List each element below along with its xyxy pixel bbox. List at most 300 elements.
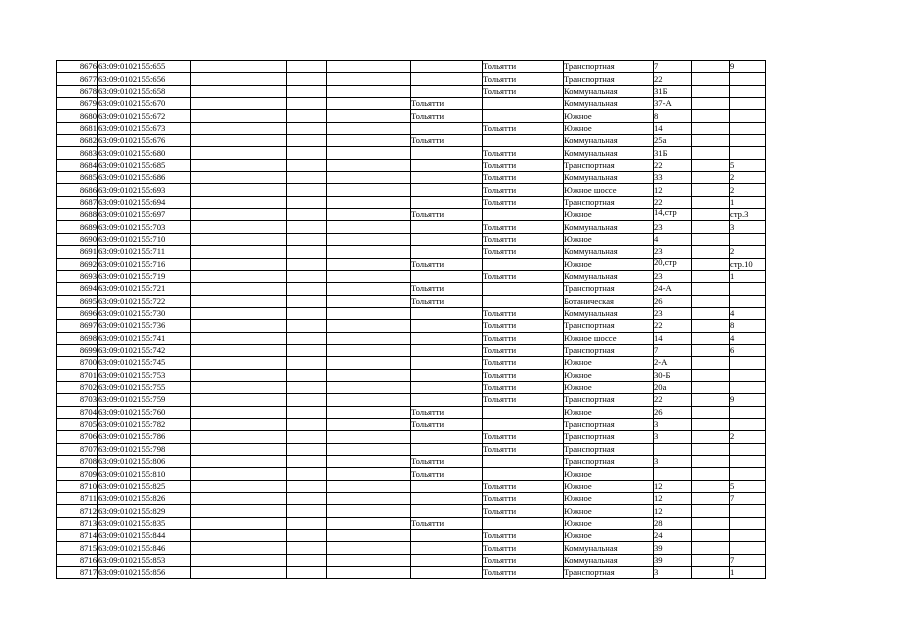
empty-cell	[191, 456, 287, 468]
empty-cell	[191, 357, 287, 369]
house-cell: 30-Б	[654, 369, 692, 381]
cadastral-number: 63:09:0102155:759	[98, 394, 191, 406]
building-cell: 4	[730, 332, 766, 344]
building-cell: 4	[730, 307, 766, 319]
empty-cell	[191, 567, 287, 579]
row-number: 8689	[57, 221, 98, 233]
empty-cell	[287, 456, 327, 468]
empty-cell	[191, 344, 287, 356]
empty-cell	[191, 369, 287, 381]
table-row	[57, 406, 766, 418]
empty-cell	[287, 283, 327, 295]
table-row	[57, 456, 766, 468]
row-number: 8690	[57, 233, 98, 245]
city-cell: Тольятти	[411, 209, 483, 221]
cadastral-number: 63:09:0102155:806	[98, 456, 191, 468]
empty-cell	[327, 542, 411, 554]
street-cell: Южное	[564, 406, 654, 418]
building-cell: 2	[730, 431, 766, 443]
street-cell: Южное	[564, 493, 654, 505]
row-number: 8692	[57, 258, 98, 270]
empty-cell	[692, 381, 730, 393]
row-number: 8683	[57, 147, 98, 159]
empty-cell	[191, 381, 287, 393]
city-cell	[411, 184, 483, 196]
street-cell: Транспортная	[564, 418, 654, 430]
row-number: 8714	[57, 530, 98, 542]
empty-cell	[287, 172, 327, 184]
table-row	[57, 468, 766, 480]
building-cell: 5	[730, 480, 766, 492]
row-number: 8716	[57, 554, 98, 566]
building-cell: 7	[730, 493, 766, 505]
city-cell: Тольятти	[411, 98, 483, 110]
empty-cell	[327, 468, 411, 480]
street-cell: Южное	[564, 110, 654, 122]
building-cell: 5	[730, 159, 766, 171]
row-number: 8691	[57, 246, 98, 258]
house-cell: 12	[654, 493, 692, 505]
building-cell	[730, 357, 766, 369]
city-cell: Тольятти	[411, 456, 483, 468]
empty-cell	[327, 196, 411, 208]
city-cell: Тольятти	[411, 517, 483, 529]
house-cell: 39	[654, 554, 692, 566]
empty-cell	[287, 221, 327, 233]
city-cell: Тольятти	[483, 505, 564, 517]
empty-cell	[191, 394, 287, 406]
table-row	[57, 517, 766, 529]
building-cell	[730, 110, 766, 122]
street-cell: Транспортная	[564, 394, 654, 406]
empty-cell	[287, 406, 327, 418]
street-cell: Южное	[564, 505, 654, 517]
house-cell: 12	[654, 184, 692, 196]
empty-cell	[327, 147, 411, 159]
empty-cell	[327, 431, 411, 443]
city-cell	[483, 406, 564, 418]
empty-cell	[692, 554, 730, 566]
empty-cell	[327, 258, 411, 270]
empty-cell	[327, 172, 411, 184]
empty-cell	[287, 233, 327, 245]
building-cell	[730, 73, 766, 85]
cadastral-number: 63:09:0102155:810	[98, 468, 191, 480]
street-cell: Коммунальная	[564, 85, 654, 97]
row-number: 8694	[57, 283, 98, 295]
row-number: 8684	[57, 159, 98, 171]
empty-cell	[692, 85, 730, 97]
row-number: 8707	[57, 443, 98, 455]
street-cell: Транспортная	[564, 431, 654, 443]
empty-cell	[692, 468, 730, 480]
empty-cell	[287, 381, 327, 393]
building-cell: 6	[730, 344, 766, 356]
house-cell: 7	[654, 344, 692, 356]
empty-cell	[692, 270, 730, 282]
house-cell: 14	[654, 122, 692, 134]
row-number: 8705	[57, 418, 98, 430]
city-cell	[483, 110, 564, 122]
cadastral-number: 63:09:0102155:686	[98, 172, 191, 184]
city-cell: Тольятти	[483, 122, 564, 134]
empty-cell	[692, 406, 730, 418]
city-cell: Тольятти	[483, 542, 564, 554]
city-cell: Тольятти	[483, 554, 564, 566]
street-cell: Южное	[564, 357, 654, 369]
empty-cell	[327, 184, 411, 196]
street-cell: Ботаническая	[564, 295, 654, 307]
city-cell: Тольятти	[483, 332, 564, 344]
cadastral-number: 63:09:0102155:697	[98, 209, 191, 221]
house-cell: 2-А	[654, 357, 692, 369]
building-cell	[730, 122, 766, 134]
empty-cell	[287, 357, 327, 369]
empty-cell	[287, 85, 327, 97]
row-number: 8676	[57, 61, 98, 73]
cadastral-number: 63:09:0102155:676	[98, 135, 191, 147]
empty-cell	[287, 159, 327, 171]
cadastral-number: 63:09:0102155:826	[98, 493, 191, 505]
row-number: 8687	[57, 196, 98, 208]
table-row	[57, 221, 766, 233]
city-cell	[483, 468, 564, 480]
empty-cell	[287, 554, 327, 566]
building-cell: 1	[730, 196, 766, 208]
table-row	[57, 246, 766, 258]
city-cell	[411, 172, 483, 184]
house-cell: 39	[654, 542, 692, 554]
row-number: 8700	[57, 357, 98, 369]
city-cell	[411, 307, 483, 319]
house-cell: 31Б	[654, 85, 692, 97]
empty-cell	[191, 221, 287, 233]
building-cell: 9	[730, 394, 766, 406]
house-cell: 3	[654, 431, 692, 443]
empty-cell	[191, 147, 287, 159]
empty-cell	[327, 122, 411, 134]
city-cell	[411, 431, 483, 443]
empty-cell	[287, 344, 327, 356]
empty-cell	[287, 196, 327, 208]
cadastral-number: 63:09:0102155:798	[98, 443, 191, 455]
empty-cell	[692, 456, 730, 468]
house-cell: 37-А	[654, 98, 692, 110]
cadastral-number: 63:09:0102155:716	[98, 258, 191, 270]
empty-cell	[327, 307, 411, 319]
row-number: 8708	[57, 456, 98, 468]
table-row	[57, 332, 766, 344]
cadastral-number: 63:09:0102155:856	[98, 567, 191, 579]
table-row	[57, 480, 766, 492]
table-row	[57, 493, 766, 505]
city-cell: Тольятти	[483, 270, 564, 282]
cadastral-number: 63:09:0102155:742	[98, 344, 191, 356]
empty-cell	[327, 209, 411, 221]
city-cell: Тольятти	[483, 480, 564, 492]
row-number: 8682	[57, 135, 98, 147]
house-cell: 28	[654, 517, 692, 529]
empty-cell	[191, 209, 287, 221]
city-cell	[411, 530, 483, 542]
empty-cell	[287, 369, 327, 381]
row-number: 8697	[57, 320, 98, 332]
building-cell	[730, 135, 766, 147]
table-row	[57, 431, 766, 443]
house-cell: 4	[654, 233, 692, 245]
row-number: 8702	[57, 381, 98, 393]
empty-cell	[327, 110, 411, 122]
empty-cell	[692, 159, 730, 171]
house-cell: 23	[654, 270, 692, 282]
cadastral-number: 63:09:0102155:722	[98, 295, 191, 307]
empty-cell	[327, 85, 411, 97]
cadastral-number: 63:09:0102155:825	[98, 480, 191, 492]
street-cell: Южное	[564, 369, 654, 381]
empty-cell	[692, 98, 730, 110]
cadastral-number: 63:09:0102155:710	[98, 233, 191, 245]
city-cell: Тольятти	[483, 221, 564, 233]
house-cell: 23	[654, 307, 692, 319]
house-cell: 22	[654, 394, 692, 406]
table-row	[57, 394, 766, 406]
city-cell: Тольятти	[483, 369, 564, 381]
row-number: 8698	[57, 332, 98, 344]
street-cell: Коммунальная	[564, 554, 654, 566]
empty-cell	[287, 505, 327, 517]
house-cell: 22	[654, 159, 692, 171]
street-cell: Транспортная	[564, 61, 654, 73]
empty-cell	[191, 172, 287, 184]
house-cell: 26	[654, 295, 692, 307]
street-cell: Южное	[564, 122, 654, 134]
empty-cell	[327, 418, 411, 430]
city-cell: Тольятти	[483, 307, 564, 319]
city-cell	[411, 332, 483, 344]
empty-cell	[191, 443, 287, 455]
cadastral-number: 63:09:0102155:755	[98, 381, 191, 393]
empty-cell	[327, 233, 411, 245]
city-cell	[483, 135, 564, 147]
city-cell	[411, 147, 483, 159]
street-cell: Транспортная	[564, 344, 654, 356]
city-cell: Тольятти	[411, 295, 483, 307]
house-cell: 23	[654, 246, 692, 258]
cadastral-number: 63:09:0102155:741	[98, 332, 191, 344]
house-cell: 20,стр	[654, 258, 692, 270]
empty-cell	[191, 98, 287, 110]
city-cell: Тольятти	[411, 283, 483, 295]
street-cell: Транспортная	[564, 456, 654, 468]
street-cell: Коммунальная	[564, 542, 654, 554]
house-cell: 25а	[654, 135, 692, 147]
cadastral-number: 63:09:0102155:829	[98, 505, 191, 517]
empty-cell	[287, 270, 327, 282]
street-cell: Коммунальная	[564, 221, 654, 233]
table-row	[57, 73, 766, 85]
cadastral-number: 63:09:0102155:730	[98, 307, 191, 319]
house-cell	[654, 443, 692, 455]
table-row	[57, 381, 766, 393]
empty-cell	[327, 517, 411, 529]
empty-cell	[191, 233, 287, 245]
table-row	[57, 159, 766, 171]
empty-cell	[327, 98, 411, 110]
city-cell: Тольятти	[483, 184, 564, 196]
city-cell: Тольятти	[483, 381, 564, 393]
cadastral-number: 63:09:0102155:670	[98, 98, 191, 110]
empty-cell	[287, 320, 327, 332]
empty-cell	[692, 209, 730, 221]
street-cell: Южное шоссе	[564, 184, 654, 196]
empty-cell	[327, 73, 411, 85]
empty-cell	[327, 369, 411, 381]
row-number: 8715	[57, 542, 98, 554]
empty-cell	[191, 159, 287, 171]
street-cell: Коммунальная	[564, 135, 654, 147]
empty-cell	[692, 184, 730, 196]
row-number: 8717	[57, 567, 98, 579]
table-row	[57, 295, 766, 307]
empty-cell	[692, 443, 730, 455]
empty-cell	[287, 258, 327, 270]
cadastral-number: 63:09:0102155:753	[98, 369, 191, 381]
empty-cell	[692, 61, 730, 73]
empty-cell	[191, 270, 287, 282]
empty-cell	[327, 246, 411, 258]
city-cell	[411, 246, 483, 258]
empty-cell	[692, 505, 730, 517]
empty-cell	[327, 381, 411, 393]
empty-cell	[191, 406, 287, 418]
street-cell: Южное	[564, 233, 654, 245]
building-cell: стр.3	[730, 209, 766, 221]
empty-cell	[692, 307, 730, 319]
table-body	[57, 61, 766, 579]
empty-cell	[287, 184, 327, 196]
city-cell: Тольятти	[483, 85, 564, 97]
house-cell: 8	[654, 110, 692, 122]
empty-cell	[191, 135, 287, 147]
city-cell	[411, 85, 483, 97]
empty-cell	[327, 505, 411, 517]
empty-cell	[191, 554, 287, 566]
empty-cell	[692, 110, 730, 122]
house-cell	[654, 468, 692, 480]
house-cell: 22	[654, 196, 692, 208]
row-number: 8685	[57, 172, 98, 184]
house-cell: 26	[654, 406, 692, 418]
empty-cell	[287, 61, 327, 73]
empty-cell	[287, 431, 327, 443]
city-cell: Тольятти	[483, 159, 564, 171]
street-cell: Южное	[564, 209, 654, 221]
empty-cell	[287, 135, 327, 147]
cadastral-number: 63:09:0102155:786	[98, 431, 191, 443]
street-cell: Транспортная	[564, 196, 654, 208]
table-row	[57, 233, 766, 245]
building-cell: 1	[730, 567, 766, 579]
row-number: 8696	[57, 307, 98, 319]
building-cell	[730, 505, 766, 517]
empty-cell	[327, 283, 411, 295]
empty-cell	[191, 418, 287, 430]
cadastral-number: 63:09:0102155:745	[98, 357, 191, 369]
empty-cell	[191, 283, 287, 295]
building-cell	[730, 381, 766, 393]
empty-cell	[287, 542, 327, 554]
empty-cell	[692, 172, 730, 184]
empty-cell	[287, 295, 327, 307]
building-cell	[730, 98, 766, 110]
house-cell: 14,стр	[654, 209, 692, 221]
empty-cell	[692, 418, 730, 430]
table-row	[57, 344, 766, 356]
empty-cell	[191, 73, 287, 85]
city-cell	[483, 517, 564, 529]
cadastral-number: 63:09:0102155:656	[98, 73, 191, 85]
empty-cell	[692, 246, 730, 258]
table-row	[57, 172, 766, 184]
city-cell: Тольятти	[483, 73, 564, 85]
city-cell	[411, 493, 483, 505]
street-cell: Коммунальная	[564, 246, 654, 258]
empty-cell	[327, 480, 411, 492]
empty-cell	[692, 480, 730, 492]
building-cell	[730, 456, 766, 468]
house-cell: 3	[654, 567, 692, 579]
row-number: 8704	[57, 406, 98, 418]
row-number: 8686	[57, 184, 98, 196]
empty-cell	[692, 320, 730, 332]
cadastral-number: 63:09:0102155:835	[98, 517, 191, 529]
city-cell	[411, 196, 483, 208]
table-row	[57, 184, 766, 196]
table-row	[57, 258, 766, 270]
city-cell: Тольятти	[411, 135, 483, 147]
empty-cell	[191, 307, 287, 319]
table-row	[57, 135, 766, 147]
cadastral-number: 63:09:0102155:853	[98, 554, 191, 566]
city-cell: Тольятти	[411, 468, 483, 480]
street-cell: Южное	[564, 258, 654, 270]
empty-cell	[327, 530, 411, 542]
city-cell	[483, 456, 564, 468]
row-number: 8706	[57, 431, 98, 443]
empty-cell	[692, 122, 730, 134]
street-cell: Транспортная	[564, 320, 654, 332]
empty-cell	[191, 517, 287, 529]
city-cell	[411, 73, 483, 85]
empty-cell	[287, 443, 327, 455]
cadastral-number: 63:09:0102155:673	[98, 122, 191, 134]
table-row	[57, 209, 766, 221]
empty-cell	[327, 443, 411, 455]
table-row	[57, 542, 766, 554]
row-number: 8699	[57, 344, 98, 356]
cadastral-number: 63:09:0102155:694	[98, 196, 191, 208]
cadastral-number: 63:09:0102155:782	[98, 418, 191, 430]
empty-cell	[692, 295, 730, 307]
row-number: 8681	[57, 122, 98, 134]
city-cell: Тольятти	[483, 196, 564, 208]
empty-cell	[191, 468, 287, 480]
empty-cell	[191, 258, 287, 270]
empty-cell	[191, 61, 287, 73]
street-cell: Транспортная	[564, 159, 654, 171]
city-cell	[411, 542, 483, 554]
house-cell: 20а	[654, 381, 692, 393]
